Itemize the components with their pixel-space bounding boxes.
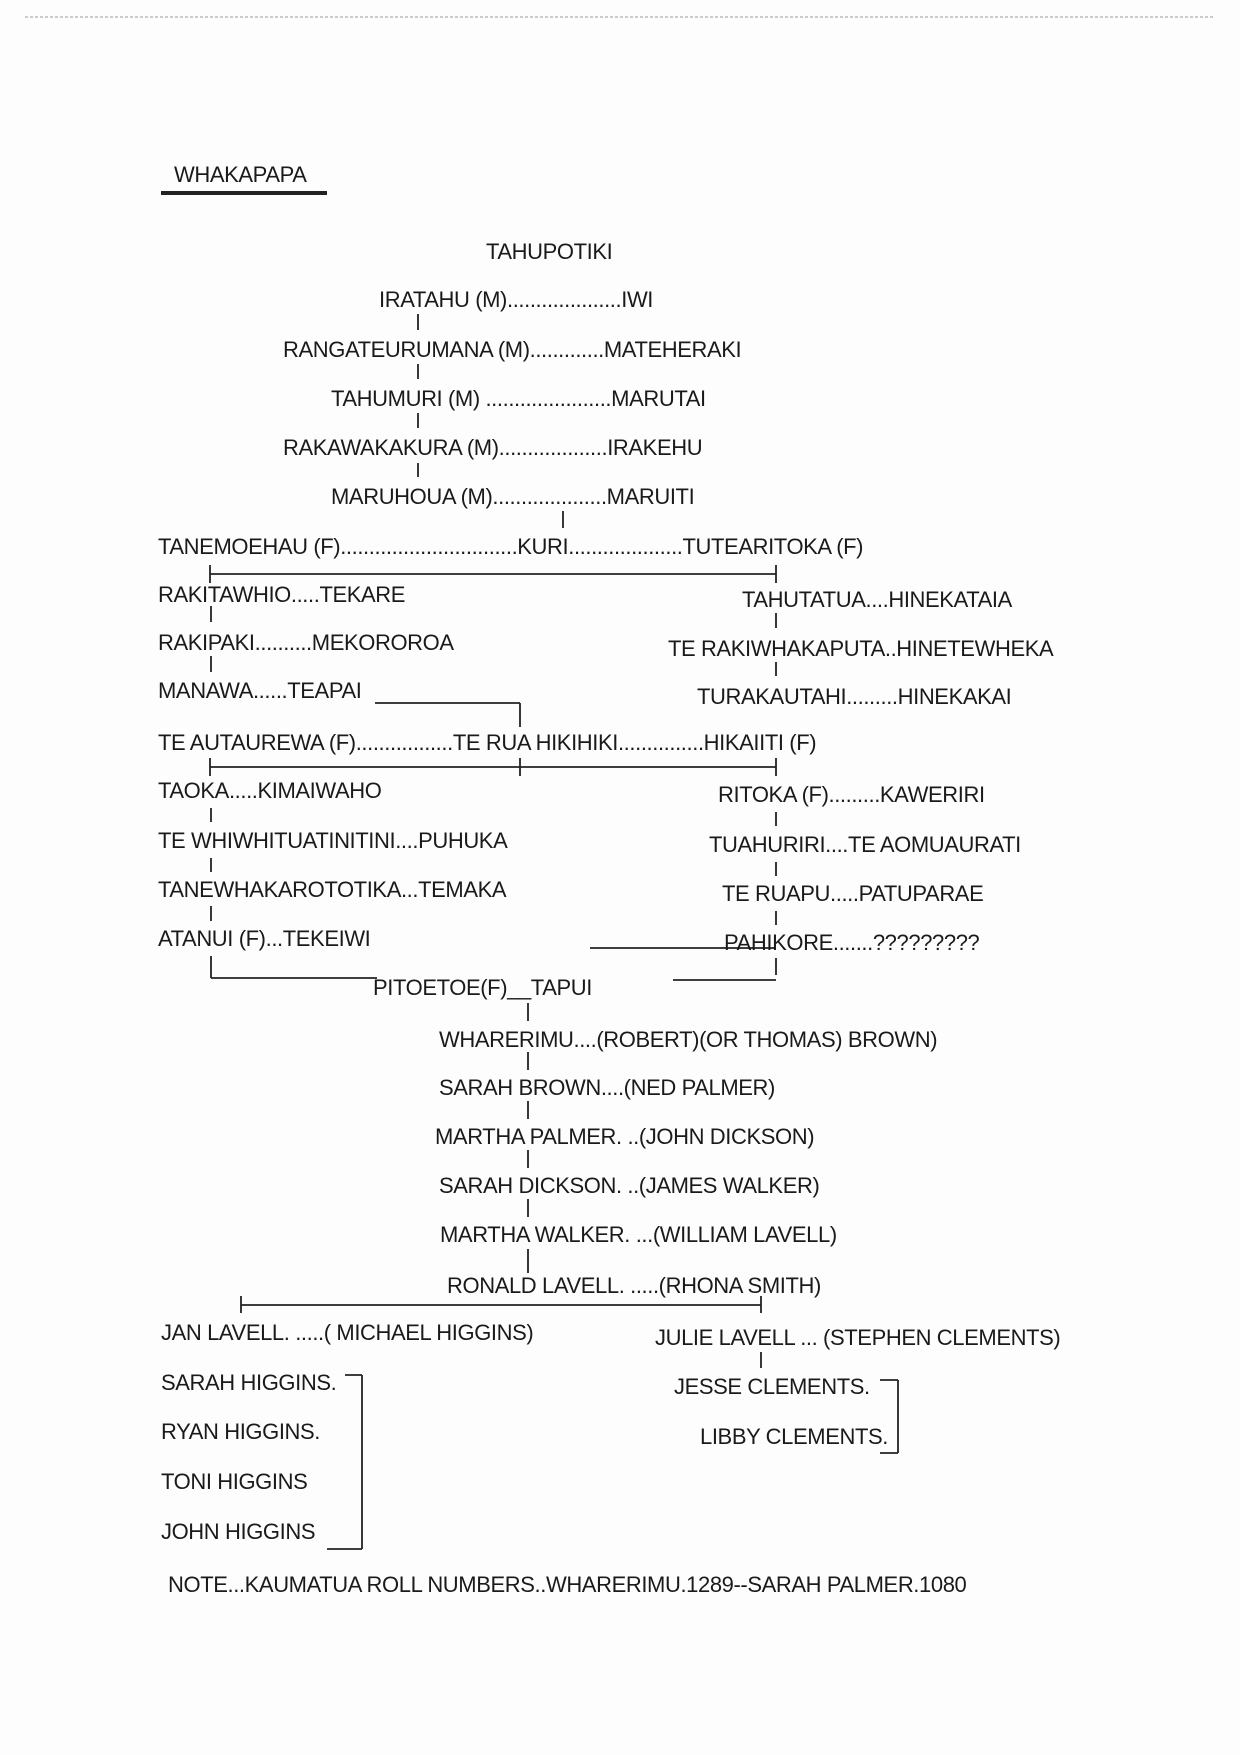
union-line: PITOETOE(F)__TAPUI bbox=[373, 974, 592, 1001]
trunk-line: TAHUMURI (M) ......................MARUTAI bbox=[331, 385, 706, 412]
left-branch-line: RAKIPAKI..........MEKOROROA bbox=[158, 629, 454, 656]
trunk-line: IRATAHU (M)....................IWI bbox=[379, 286, 654, 313]
descent-line: SARAH DICKSON. ..(JAMES WALKER) bbox=[439, 1172, 820, 1199]
right-branch-line: TE RAKIWHAKAPUTA..HINETEWHEKA bbox=[668, 635, 1054, 662]
right-family-head: JULIE LAVELL ... (STEPHEN CLEMENTS) bbox=[655, 1324, 1061, 1351]
apex-ancestor: TAHUPOTIKI bbox=[486, 238, 613, 265]
descent-line: SARAH BROWN....(NED PALMER) bbox=[439, 1074, 775, 1101]
right-family-child: LIBBY CLEMENTS. bbox=[700, 1423, 888, 1450]
left-branch-line: TAOKA.....KIMAIWAHO bbox=[158, 777, 382, 804]
left-branch-line: TE WHIWHITUATINITINI....PUHUKA bbox=[158, 827, 508, 854]
left-family-child: TONI HIGGINS bbox=[161, 1468, 308, 1495]
kuri-generation-line: TANEMOEHAU (F)...............................KURI....................TUTEARITOKA (F) bbox=[158, 533, 864, 560]
descent-line: MARTHA PALMER. ..(JOHN DICKSON) bbox=[435, 1123, 815, 1150]
right-family-child: JESSE CLEMENTS. bbox=[674, 1373, 870, 1400]
left-branch-line: TANEWHAKAROTOTIKA...TEMAKA bbox=[158, 876, 507, 903]
trunk-line: RANGATEURUMANA (M).............MATEHERAKI bbox=[283, 336, 742, 363]
descent-line: WHARERIMU....(ROBERT)(OR THOMAS) BROWN) bbox=[439, 1026, 938, 1053]
left-family-head: JAN LAVELL. .....( MICHAEL HIGGINS) bbox=[161, 1319, 534, 1346]
trunk-line: MARUHOUA (M)....................MARUITI bbox=[331, 483, 695, 510]
left-branch-line: RAKITAWHIO.....TEKARE bbox=[158, 581, 406, 608]
right-branch-line: TAHUTATUA....HINEKATAIA bbox=[742, 586, 1012, 613]
right-branch-line: TE RUAPU.....PATUPARAE bbox=[722, 880, 984, 907]
right-branch-line: TUAHURIRI....TE AOMUAURATI bbox=[709, 831, 1021, 858]
te-rua-generation-line: TE AUTAUREWA (F).................TE RUA HIKIHIKI...............HIKAIITI (F) bbox=[158, 729, 817, 756]
trunk-line: RAKAWAKAKURA (M)...................IRAKEHU bbox=[283, 434, 703, 461]
left-family-child: JOHN HIGGINS bbox=[161, 1518, 316, 1545]
left-branch-line: MANAWA......TEAPAI bbox=[158, 677, 362, 704]
roll-numbers-note: NOTE...KAUMATUA ROLL NUMBERS..WHARERIMU.1289--SARAH PALMER.1080 bbox=[168, 1571, 967, 1598]
document-heading: WHAKAPAPA bbox=[174, 161, 307, 188]
left-family-child: SARAH HIGGINS. bbox=[161, 1369, 337, 1396]
right-branch-line: TURAKAUTAHI.........HINEKAKAI bbox=[697, 683, 1012, 710]
left-branch-line: ATANUI (F)...TEKEIWI bbox=[158, 925, 371, 952]
descent-line: RONALD LAVELL. .....(RHONA SMITH) bbox=[447, 1272, 821, 1299]
left-family-child: RYAN HIGGINS. bbox=[161, 1418, 321, 1445]
right-branch-line: RITOKA (F).........KAWERIRI bbox=[718, 781, 985, 808]
right-branch-line: PAHIKORE.......????????? bbox=[724, 929, 980, 956]
descent-line: MARTHA WALKER. ...(WILLIAM LAVELL) bbox=[440, 1221, 837, 1248]
